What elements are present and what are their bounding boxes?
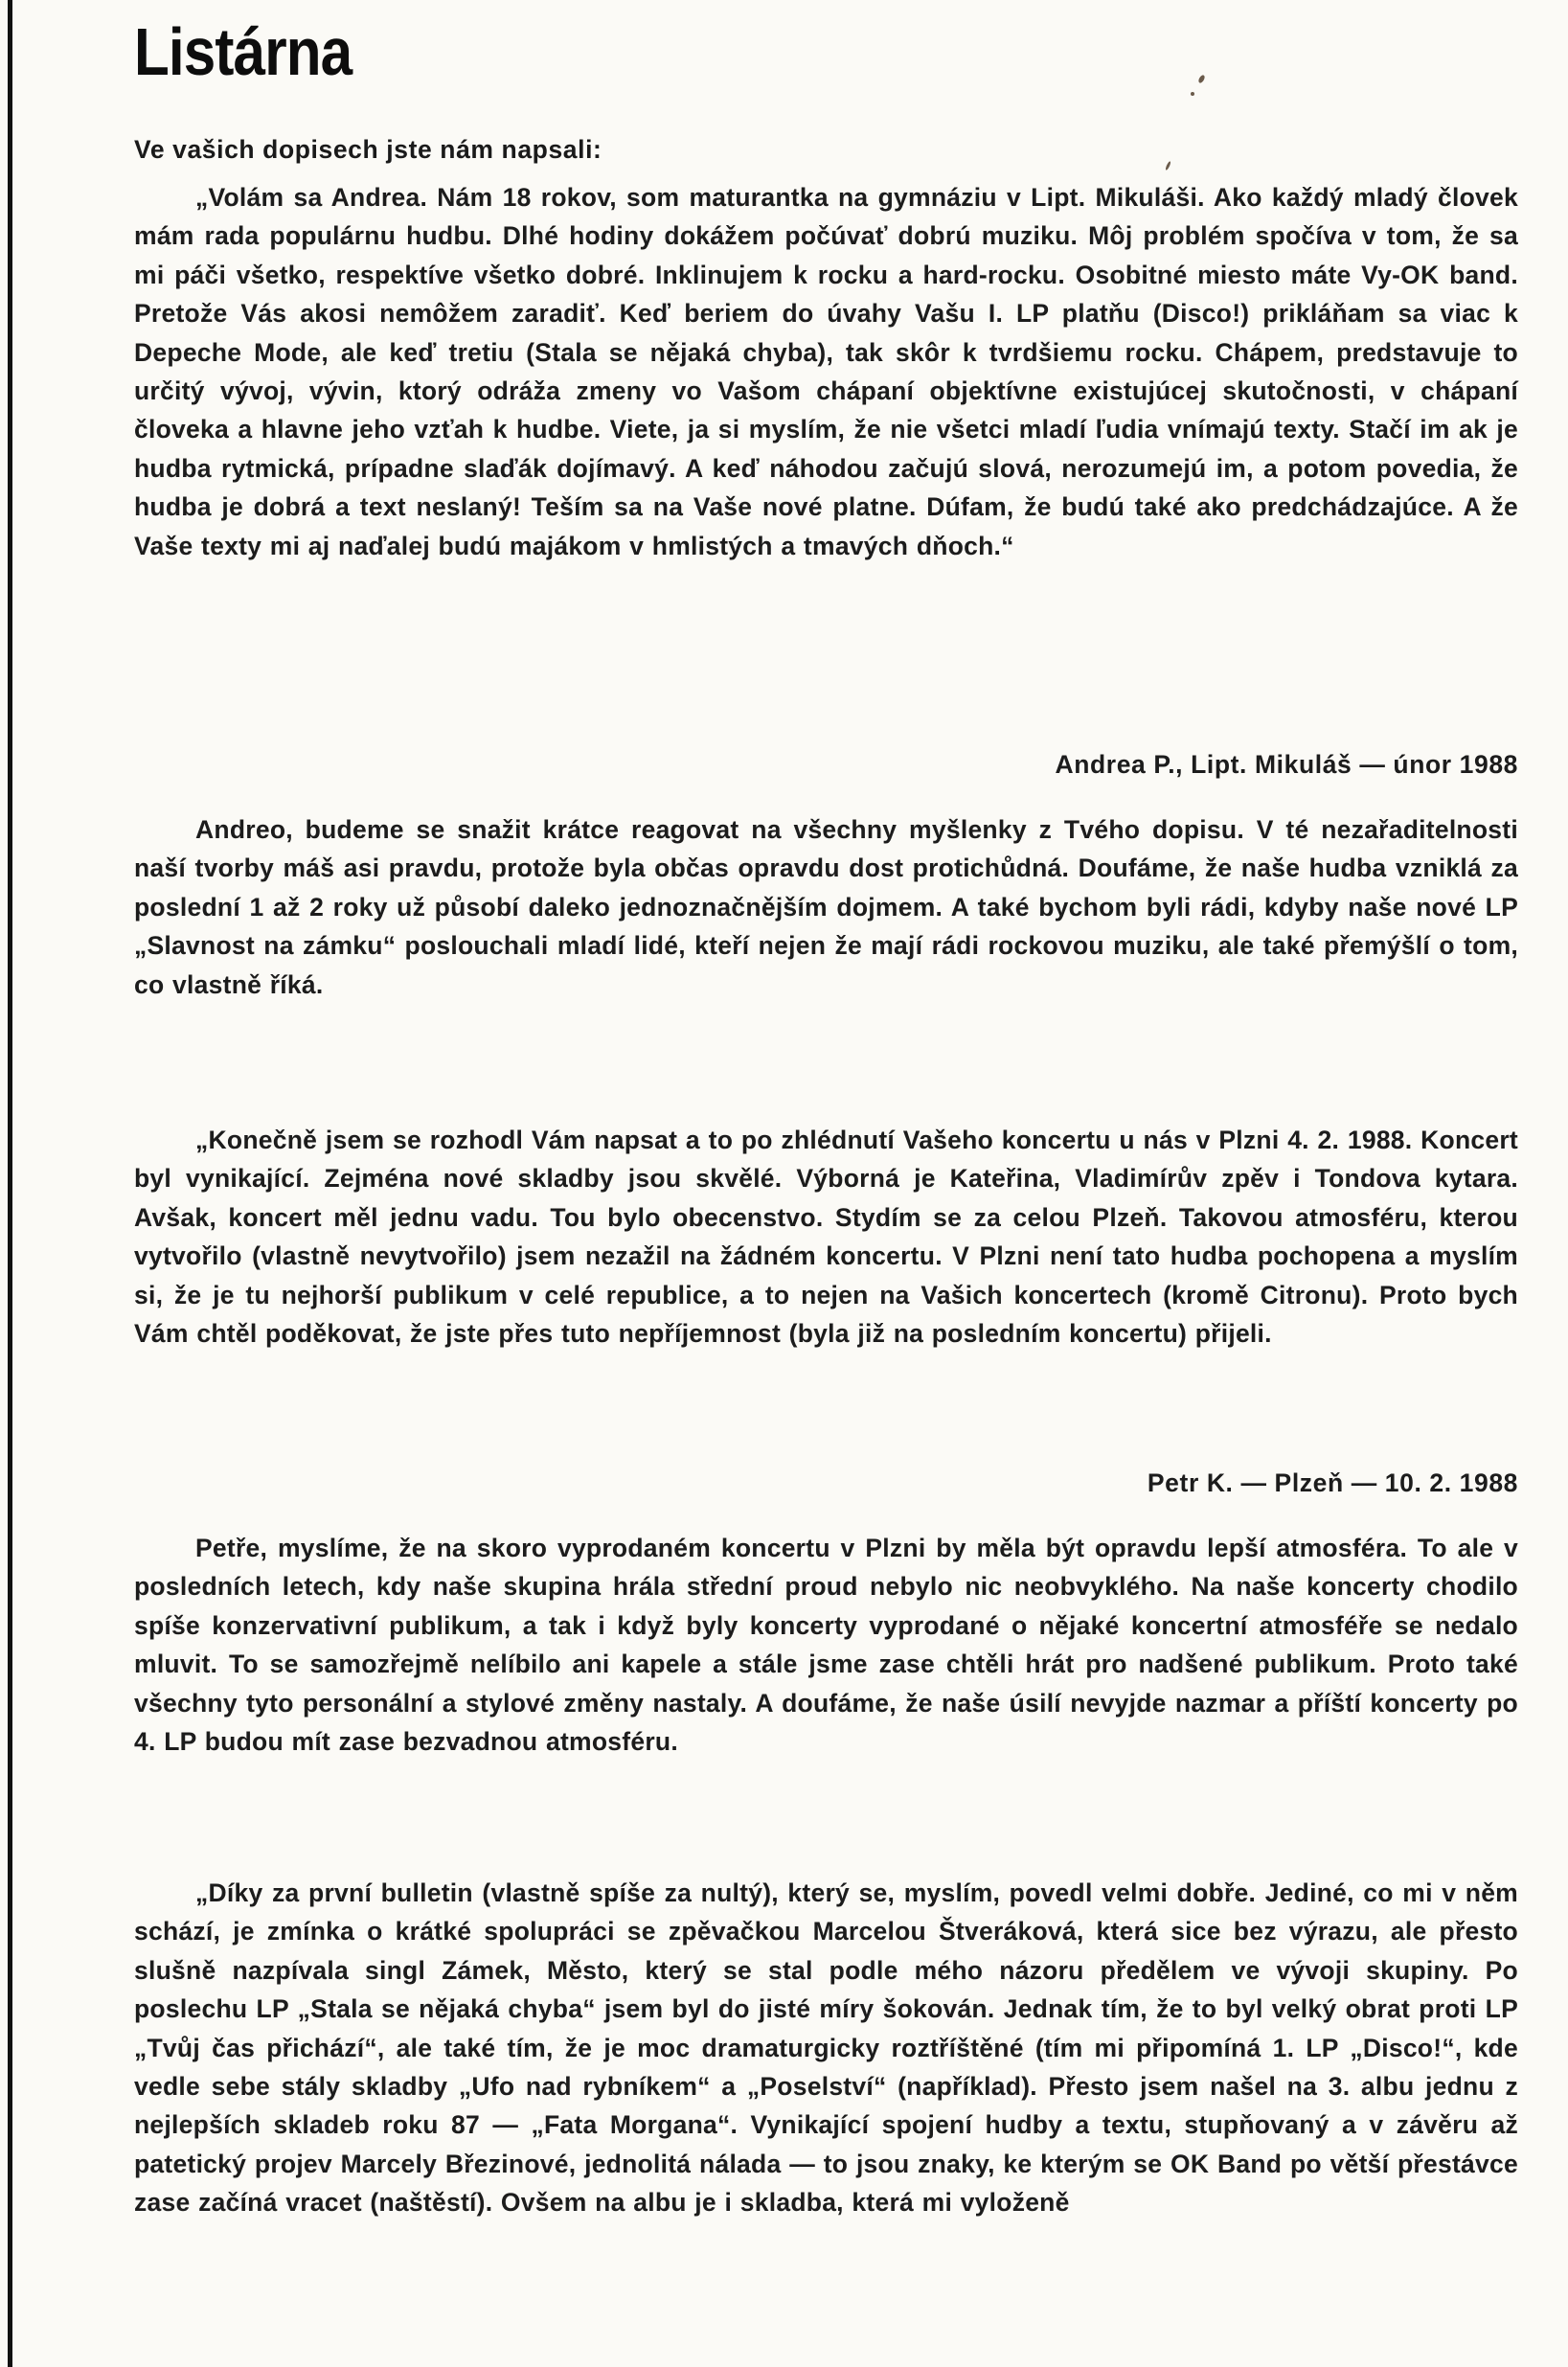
letter-text: „Konečně jsem se rozhodl Vám napsat a to po zhlédnutí Vašeho koncertu u nás v Plzni 4. 2. 1988. Koncert byl vynikající. Zejména nové skladby jsou skvělé. Výborná je Kateřina, Vladimírův zpěv i Tondova kytara. Avšak, koncert měl jednu vadu. Tou bylo obecenstvo. Stydím se za celou Plzeň. Takovou atmosféru, kterou vytvořilo (vlastně nevytvořilo) jsem nezažil na žádném koncertu. V Plzni není tato hudba pochopena a myslím si, že je tu nejhorší publikum v celé republice, a to nejen na Vašich koncertech (kromě Citronu). Proto bych Vám chtěl poděkovat, že jste přes tuto nepříjemnost (byla již na posledním koncertu) přijeli. (134, 1126, 1518, 1349)
letter-text: „Díky za první bulletin (vlastně spíše za nultý), který se, myslím, povedl velmi dobře. Jediné, co mi v něm schází, je zmínka o krátké spolupráci se zpěvačkou Marcelou Štveráková, která sice bez výrazu, ale přesto slušně nazpívala singl Zámek, Město, který se stal podle mého názoru předělem ve vývoji skupiny. Po poslechu LP „Stala se nějaká chyba“ jsem byl do jisté míry šokován. Jednak tím, že to byl velký obrat proti LP „Tvůj čas přichází“, ale také tím, že je moc dramaturgicky roztříštěné (tím mi připomíná 1. LP „Disco!“, kde vedle sebe stály skladby „Ufo nad rybníkem“ a „Poselství“ (například). Přesto jsem našel na 3. albu jednu z nejlepších skladeb roku 87 — „Fata Morgana“. Vynikající spojení hudby a textu, stupňovaný a v závěru až patetický projev Marcely Březinové, jednolitá nálada — to jsou znaky, ke kterým se OK Band po větší přestávce zase začíná vracet (naštěstí). Ovšem na albu je i skladba, která mi vyloženě (134, 1878, 1518, 2218)
reply-andrea (134, 810, 1518, 1004)
letter-signature: Andrea P., Lipt. Mikuláš — únor 1988 (1055, 750, 1518, 779)
letter-andrea (134, 178, 1518, 565)
page-title: Listárna (134, 14, 352, 89)
paper-speck (1191, 92, 1194, 96)
paper-speck (1197, 74, 1206, 83)
paper-speck (1165, 161, 1171, 171)
letter-signature: Petr K. — Plzeň — 10. 2. 1988 (1147, 1468, 1518, 1497)
letter-bulletin (134, 1874, 1518, 2222)
reply-text: Andreo, budeme se snažit krátce reagovat na všechny myšlenky z Tvého dopisu. V té nezařaditelnosti naší tvorby máš asi pravdu, protože byla občas opravdu dost protichůdná. Doufáme, že naše hudba vzniklá za poslední 1 až 2 roky už působí daleko jednoznačnějším dojmem. A také bychom byli rádi, kdyby naše nové LP „Slavnost na zámku“ poslouchali mladí lidé, kteří nejen že mají rádi rockovou muziku, ale také přemýšlí o tom, co vlastně říká. (134, 815, 1518, 999)
intro-line: Ve vašich dopisech jste nám napsali: (134, 135, 602, 164)
letter-text: „Volám sa Andrea. Nám 18 rokov, som maturantka na gymnáziu v Lipt. Mikuláši. Ako každý mladý človek mám rada populárnu hudbu. Dlhé hodiny dokážem počúvať dobrú muziku. Môj problém spočíva v tom, že sa mi páči všetko, respektíve všetko dobré. Inklinujem k rocku a hard-rocku. Osobitné miesto máte Vy-OK band. Pretože Vás akosi nemôžem zaradiť. Keď beriem do úvahy Vašu I. LP platňu (Disco!) prikláňam sa viac k Depeche Mode, ale keď tretiu (Stala se nějaká chyba), tak skôr k tvrdšiemu rocku. Chápem, predstavuje to určitý vývoj, vývin, ktorý odráža zmeny vo Vašom chápaní objektívne existujúcej skutočnosti, v chápaní človeka a hlavne jeho vzťah k hudbe. Viete, ja si myslím, že nie všetci mladí ľudia vnímajú texty. Stačí im ak je hudba rytmická, prípadne slaďák dojímavý. A keď náhodou začujú slová, nerozumejú im, a potom povedia, že hudba je dobrá a text neslaný! Teším sa na Vaše nové platne. Dúfam, že budú také ako predchádzajúce. A že Vaše texty mi aj naďalej budú majákom v hmlistých a tmavých dňoch.“ (134, 183, 1518, 560)
reply-petr (134, 1529, 1518, 1761)
left-margin-rule (8, 0, 12, 2367)
reply-text: Petře, myslíme, že na skoro vyprodaném koncertu v Plzni by měla být opravdu lepší atmosféra. To ale v posledních letech, kdy naše skupina hrála střední proud nebylo nic neobvyklého. Na naše koncerty chodilo spíše konzervativní publikum, a tak i když byly koncerty vyprodané o nějaké koncertní atmosféře se nedalo mluvit. To se samozřejmě nelíbilo ani kapele a stále jsme zase chtěli hrát pro nadšené publikum. Proto také všechny tyto personální a stylové změny nastaly. A doufáme, že naše úsilí nevyjde nazmar a příští koncerty po 4. LP budou mít zase bezvadnou atmosféru. (134, 1534, 1518, 1757)
letter-petr (134, 1121, 1518, 1353)
